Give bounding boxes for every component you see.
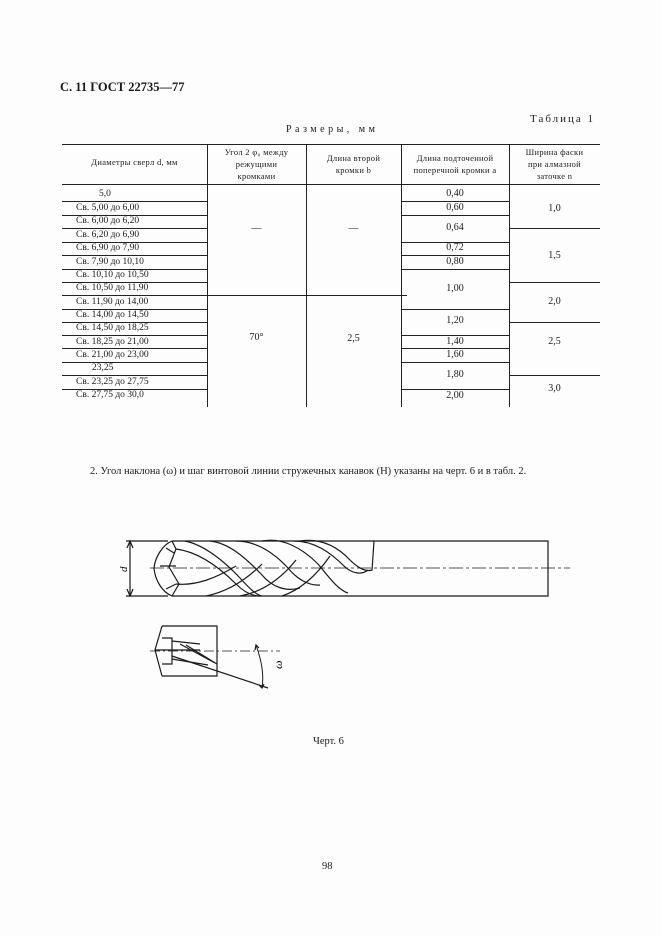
diameter-cell: Св. 23,25 до 27,75 (76, 377, 149, 387)
document-header: С. 11 ГОСТ 22735—77 (60, 80, 185, 94)
n-width-cell: 1,0 (548, 203, 561, 214)
flute-7 (300, 540, 374, 570)
a-length-cell: 0,40 (446, 188, 464, 199)
page-number: 98 (322, 861, 333, 872)
a-length-cell: 1,40 (446, 336, 464, 347)
label-omega: ω (271, 660, 285, 669)
a-length-cell: 0,60 (446, 202, 464, 213)
diameter-cell: Св. 6,20 до 6,90 (76, 230, 140, 240)
a-length-cell: 1,00 (446, 283, 464, 294)
a-length-cell: 1,60 (446, 349, 464, 360)
diameter-cell: Св. 10,50 до 11,90 (76, 283, 149, 293)
n-width-cell: 1,5 (548, 250, 561, 261)
diameter-cell: Св. 11,90 до 14,00 (76, 297, 149, 307)
column-header-n: Ширина фаски при алмазной заточке n (525, 147, 584, 181)
diameter-cell: Св. 27,75 до 30,0 (76, 390, 144, 400)
diameter-cell: 23,25 (92, 363, 114, 373)
diameter-cell: Св. 21,00 до 23,00 (76, 350, 149, 360)
n-width-cell: 2,0 (548, 296, 561, 307)
a-length-cell: 2,00 (446, 390, 464, 401)
n-width-cell: 3,0 (548, 383, 561, 394)
a-length-cell: 1,20 (446, 315, 464, 326)
column-header-diameter: Диаметры сверл d, мм (91, 157, 178, 167)
diameter-cell: Св. 14,00 до 14,50 (76, 310, 149, 320)
column-header-a: Длина подточенной поперечной кромки a (413, 153, 497, 175)
angle-cell: — (251, 223, 262, 234)
diameter-cell: Св. 14,50 до 18,25 (76, 323, 149, 333)
flute-3 (210, 541, 300, 589)
a-length-cell: 0,80 (446, 256, 464, 267)
diameter-cell: Св. 5,00 до 6,00 (76, 203, 140, 213)
flute-2 (185, 541, 262, 596)
diameter-cell: Св. 6,00 до 6,20 (76, 216, 140, 226)
diameter-cell: Св. 10,10 до 10,50 (76, 270, 149, 280)
table-units-label: Размеры, мм (286, 124, 379, 135)
angle-cell: 70° (249, 332, 264, 343)
n-width-cell: 2,5 (548, 336, 561, 347)
column-header-b: Длина второй кромки b (326, 153, 381, 175)
diameter-cell: Св. 6,90 до 7,90 (76, 243, 140, 253)
b-length-cell: 2,5 (347, 333, 360, 344)
figure-caption: Черт. 6 (313, 736, 344, 747)
a-length-cell: 0,64 (446, 222, 464, 233)
drill-tip-detail (150, 626, 280, 688)
diameter-cell: Св. 18,25 до 21,00 (76, 337, 149, 347)
paragraph-text: 2. Угол наклона (ω) и шаг винтовой линии стружечных канавок (H) указаны на черт. 6 и в табл. 2. (90, 466, 527, 477)
a-length-cell: 1,80 (446, 369, 464, 380)
table-label: Таблица 1 (530, 113, 596, 125)
b-length-cell: — (348, 223, 359, 234)
label-d: d (118, 566, 130, 572)
diameter-cell: Св. 7,90 до 10,10 (76, 257, 144, 267)
flute-1 (176, 549, 260, 596)
column-header-angle: Угол 2 φ₀ между режущими кромками (224, 147, 289, 181)
a-length-cell: 0,72 (446, 242, 464, 253)
diameter-cell: 5,0 (99, 189, 111, 199)
